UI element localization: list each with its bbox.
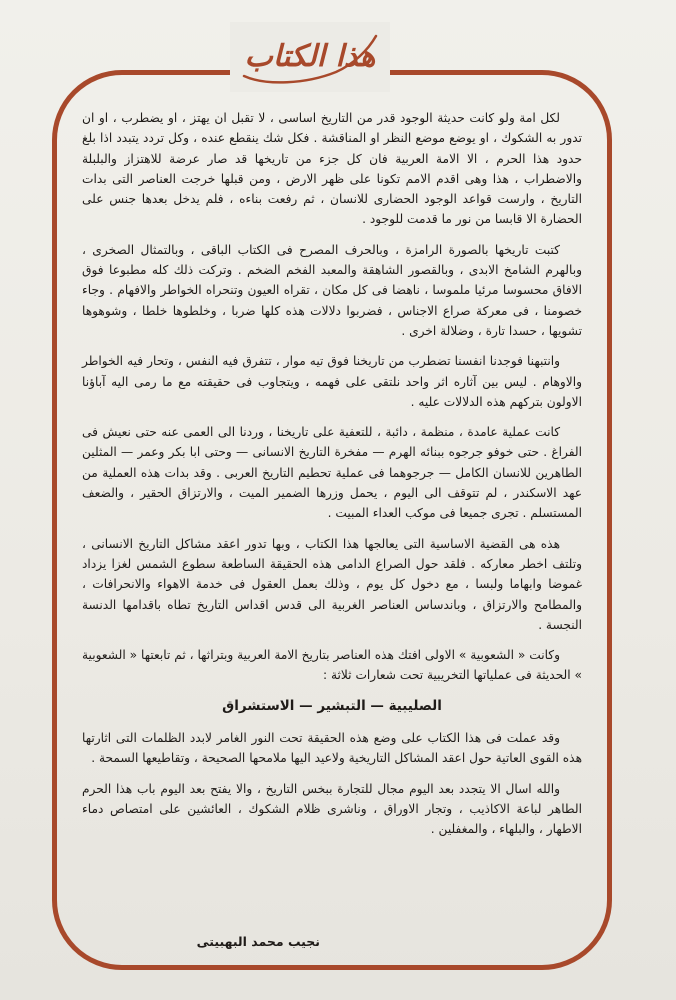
calligraphy-swash-icon xyxy=(236,28,384,88)
main-text xyxy=(82,108,582,850)
slogan-line: الصليبية — التبشير — الاستشراق xyxy=(222,697,442,714)
paragraph-6: وكانت « الشعوبية » الاولى افتك هذه العناصر بتاريخ الامة العربية وبتراثها ، ثم تابعتها « الشعوبية » الحديثة فى عملياتها التخريبية تحت شعارات ثلاثة : xyxy=(82,648,582,683)
paragraph-1: لكل امة ولو كانت حديثة الوجود قدر من التاريخ اساسى ، لا تقبل ان يهتز ، او يضطرب ، او ان تدور به الشكوك ، او يوضع موضع النظر او المناقشة . فكل شك ينقطع عنده ، وكل تردد يتبدد اذا بلغ حدود هذا الحرم ، الا الامة العربية فان كل جزء من تاريخها قد صار عرضة للاهتزاز والبلبلة والاضطراب ، هذا وهى اقدم الامم تكونا على ظهر الارض ، ومن قبلها خرجت العناصر التى بدات التاريخ ، وارست قواعد الوجود الحضارى للانسان ، ثم رفعت بناءه ، فلم يدخل بعدها جنس على الحضارة الا قابسا من نور ما قدمت للوجود . xyxy=(82,111,582,227)
paragraph-2: كتبت تاريخها بالصورة الرامزة ، وبالحرف المصرح فى الكتاب الباقى ، وبالتمثال الصخرى ، وبالهرم الشامخ الابدى ، وبالقصور الشاهقة والمعبد الفخم الضخم . وتركت ذلك كله مطبوعا فوق الافاق محسوسا مرئيا ملموسا ، ناهضا فى كل مكان ، تقراه العيون وتنحراه الخواطر والافهام . وجاء خصومنا ، فى معركة صراع الاجناس ، فضربوا دلالات هذه كلها ضربا ، وخلطوها خلطا ، وشوهوها تشويها ، حسدا تارة ، وضلالة اخرى . xyxy=(82,242,582,338)
author-signature: نجيب محمد البهبيتى xyxy=(196,934,320,949)
paragraph-4: كانت عملية عامدة ، منظمة ، دائبة ، للتعفية على تاريخنا ، وردنا الى العمى عنه حتى نعيش فى الفراغ . حتى خوفو جرجوه ببنائه الهرم — مفخرة التاريخ الانسانى — وحتى ابا بكر وعمر — المثلين الطاهرين للانسان الكامل — جرجوهما فى عملية تحطيم التاريخ العربى . وقد بدات هذه العملية من عهد الاسكندر ، لم تتوقف الى اليوم ، يحمل وزرها الضمير الميت ، والارتزاق الحقير ، والضعف المستسلم . تجرى جميعا فى موكب العداء المبيت . xyxy=(82,425,582,521)
paragraph-7: وقد عملت فى هذا الكتاب على وضع هذه الحقيقة تحت النور الغامر لابدد الظلمات التى اثارتها هذه القوى العاتية حول اعقد المشاكل التاريخية ولاعيد اليها ملامحها الصحيحة ، وتقاطيعها السمحة . xyxy=(82,731,582,766)
paragraph-8: والله اسال الا يتجدد بعد اليوم مجال للتجارة ببخس التاريخ ، والا يفتح بعد اليوم باب هذا الحرم الطاهر لباعة الاكاذيب ، وتجار الاوراق ، وناشرى ظلام الشكوك ، العائشين على امتصاص دماء الاطهار ، والبلهاء ، والمغفلين . xyxy=(82,781,582,837)
paragraph-3: وانتبهنا فوجدنا انفسنا تضطرب من تاريخنا فوق تيه موار ، تتفرق فيه النفس ، وتحار فيه الخواطر والاوهام . ليس بين آثاره اثر واحد نلتقى على فهمه ، ويتجاوب فى حقيقته مع ما رمى اليه آباؤنا الاولون بتركهم هذه الدلالات عليه . xyxy=(82,354,582,409)
title-cartouche xyxy=(230,22,390,92)
paragraph-5: هذه هى القضية الاساسية التى يعالجها هذا الكتاب ، وبها تدور اعقد مشاكل التاريخ الانسانى ، وتلتف اخطر معاركه . فلقد حول الصراع الدامى هذه الحقيقة الساطعة سطوع الشمس لغزا يزداد غموضا وابهاما ولبسا ، مع دخول كل يوم ، وذلك بعمل العقول فى خدمة الاهواء والانحرافات ، والمطامح والارتزاق ، وباندساس العناصر الغربية الى قدس اقداس التاريخ تطاه باقدامها الدنسة النجسة . xyxy=(82,536,582,632)
page-title: هذا الكتاب xyxy=(244,39,376,74)
